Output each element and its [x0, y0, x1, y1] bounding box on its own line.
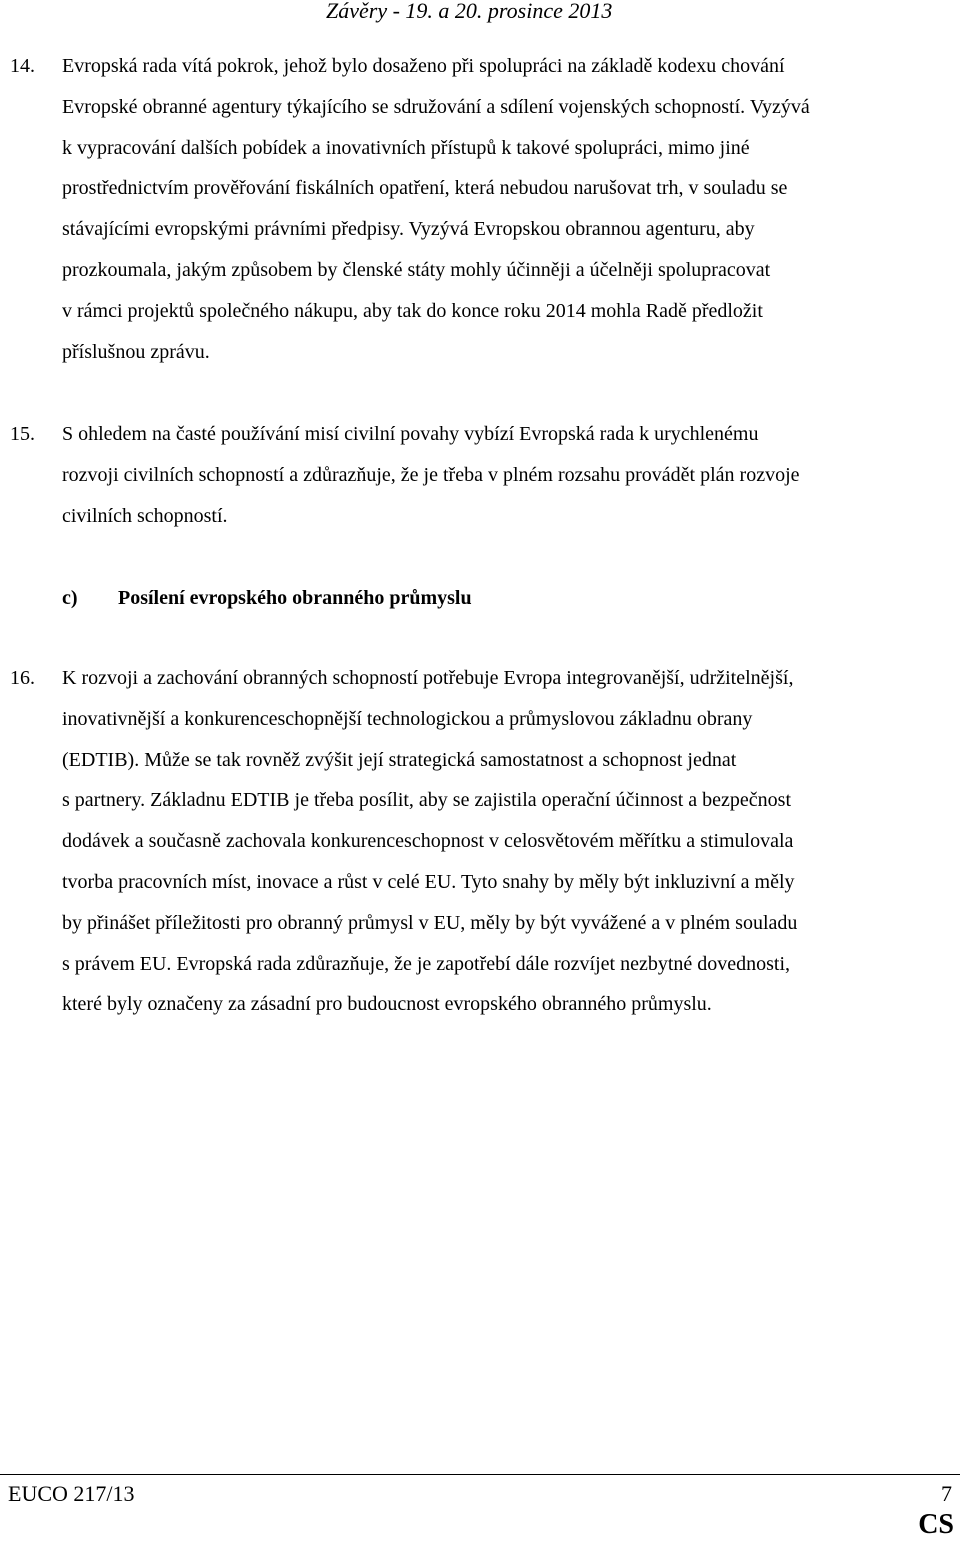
text-line: (EDTIB). Může se tak rovněž zvýšit její strategická samostatnost a schopnost jednat — [62, 748, 737, 771]
paragraph-text — [62, 46, 952, 372]
footer-divider — [0, 1474, 960, 1475]
running-header-title: Závěry - 19. a 20. prosince 2013 — [326, 0, 613, 23]
text-line: k vypracování dalších pobídek a inovativních přístupů k takové spolupráci, mimo jiné — [62, 136, 750, 159]
paragraph-number: 15. — [10, 423, 35, 445]
text-line: stávajícími evropskými právními předpisy. Vyzývá Evropskou obrannou agenturu, aby — [62, 218, 755, 241]
text-line: příslušnou zprávu. — [62, 340, 210, 363]
footer-page-number: 7 — [941, 1481, 952, 1506]
text-line: by přinášet příležitosti pro obranný průmysl v EU, měly by být vyvážené a v plném souladu — [62, 911, 798, 934]
paragraph-number: 16. — [10, 667, 35, 689]
text-line: S ohledem na časté používání misí civilní povahy vybízí Evropská rada k urychlenému — [62, 423, 759, 445]
paragraph-text — [62, 414, 952, 536]
text-line: inovativnější a konkurenceschopnější technologickou a průmyslovou základnu obrany — [62, 707, 753, 730]
section-title: Posílení evropského obranného průmyslu — [118, 587, 472, 609]
text-line: s právem EU. Evropská rada zdůrazňuje, že je zapotřebí dále rozvíjet nezbytné dovednosti, — [62, 952, 791, 975]
text-line: Evropské obranné agentury týkajícího se sdružování a sdílení vojenských schopností. Vyzývá — [62, 95, 810, 118]
section-letter: c) — [62, 587, 78, 609]
text-line: tvorba pracovních míst, inovace a růst v celé EU. Tyto snahy by měly být inkluzivní a měly — [62, 870, 795, 893]
text-line: dodávek a současně zachovala konkurenceschopnost v celosvětovém měřítku a stimulovala — [62, 830, 794, 853]
text-line: K rozvoji a zachování obranných schopností potřebuje Evropa integrovanější, udržitelnější, — [62, 667, 794, 689]
text-line: v rámci projektů společného nákupu, aby tak do konce roku 2014 mohla Radě předložit — [62, 299, 763, 322]
text-line: rozvoji civilních schopností a zdůrazňuje, že je třeba v plném rozsahu provádět plán rozvoje — [62, 463, 800, 486]
text-line: prozkoumala, jakým způsobem by členské státy mohly účinněji a účelněji spolupracovat — [62, 258, 771, 281]
text-line: které byly označeny za zásadní pro budoucnost evropského obranného průmyslu. — [62, 993, 712, 1016]
text-line: s partnery. Základnu EDTIB je třeba posílit, aby se zajistila operační účinnost a bezpečnost — [62, 789, 792, 812]
paragraph-number: 14. — [10, 55, 35, 77]
text-line: Evropská rada vítá pokrok, jehož bylo dosaženo při spolupráci na základě kodexu chování — [62, 55, 785, 77]
paragraph-text — [62, 658, 952, 1025]
footer-language-code: CS — [918, 1509, 954, 1540]
text-line: prostřednictvím prověřování fiskálních opatření, která nebudou narušovat trh, v souladu se — [62, 177, 788, 200]
footer-document-code: EUCO 217/13 — [8, 1481, 135, 1506]
text-line: civilních schopností. — [62, 504, 228, 527]
